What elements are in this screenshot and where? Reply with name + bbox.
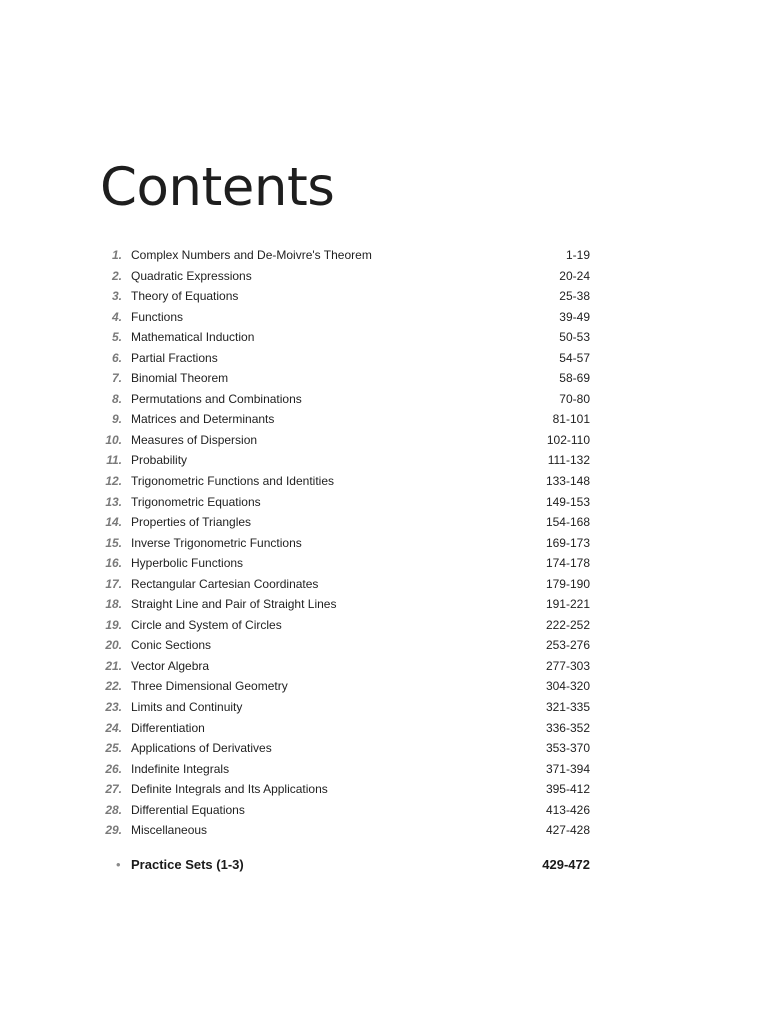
entry-number: 7. xyxy=(111,371,122,386)
entry-pages: 133-148 xyxy=(545,474,590,489)
contents-entry[interactable] xyxy=(100,471,592,492)
contents-entry[interactable] xyxy=(100,574,592,595)
entry-number: 11. xyxy=(106,453,122,468)
entry-title: Functions xyxy=(131,309,184,324)
entry-number: 29. xyxy=(105,823,122,838)
entry-pages: 222-252 xyxy=(545,617,590,632)
contents-list xyxy=(100,245,592,841)
entry-pages: 371-394 xyxy=(545,761,590,776)
entry-title: Theory of Equations xyxy=(131,289,239,304)
entry-pages: 81-101 xyxy=(552,412,590,427)
entry-pages: 353-370 xyxy=(545,741,590,756)
entry-number: 3. xyxy=(111,289,122,304)
entry-title: Quadratic Expressions xyxy=(131,268,252,283)
entry-pages: 70-80 xyxy=(559,391,590,406)
entry-number: 2. xyxy=(111,268,122,283)
entry-number: 18. xyxy=(105,597,122,612)
entry-title: Mathematical Induction xyxy=(131,330,255,345)
entry-title: Permutations and Combinations xyxy=(131,391,302,406)
entry-pages: 102-110 xyxy=(546,432,590,447)
contents-entry[interactable] xyxy=(100,430,592,451)
entry-pages: 179-190 xyxy=(545,576,590,591)
entry-number: 5. xyxy=(111,330,122,345)
contents-entry[interactable] xyxy=(100,327,592,348)
contents-entry[interactable] xyxy=(100,409,592,430)
entry-number: 24. xyxy=(105,720,122,735)
entry-number: 27. xyxy=(105,782,122,797)
entry-title: Probability xyxy=(131,453,188,468)
entry-pages: 321-335 xyxy=(545,700,590,715)
entry-pages: 253-276 xyxy=(545,638,590,653)
contents-entry[interactable] xyxy=(100,266,592,287)
entry-title: Inverse Trigonometric Functions xyxy=(131,535,302,550)
entry-number: 8. xyxy=(111,391,122,406)
contents-entry[interactable] xyxy=(100,533,592,554)
practice-sets-entry[interactable] xyxy=(100,853,592,877)
contents-entry[interactable] xyxy=(100,348,592,369)
entry-title: Trigonometric Functions and Identities xyxy=(131,474,334,489)
entry-number: 15. xyxy=(105,535,122,550)
entry-pages: 1-19 xyxy=(565,248,590,262)
entry-pages: 111-132 xyxy=(547,453,590,468)
contents-entry[interactable] xyxy=(100,635,592,656)
entry-pages: 154-168 xyxy=(545,515,590,530)
page-title: Contents xyxy=(100,157,335,218)
contents-entry[interactable] xyxy=(100,779,592,800)
entry-title: Binomial Theorem xyxy=(131,371,229,386)
entry-title: Properties of Triangles xyxy=(131,515,252,530)
entry-number: 9. xyxy=(111,412,122,427)
contents-entry[interactable] xyxy=(100,450,592,471)
entry-title: Partial Fractions xyxy=(131,350,218,365)
contents-entry[interactable] xyxy=(100,594,592,615)
entry-number: 14. xyxy=(105,515,122,530)
entry-pages: 395-412 xyxy=(545,782,590,797)
entry-title: Indefinite Integrals xyxy=(131,761,230,776)
entry-number: 22. xyxy=(105,679,122,694)
contents-entry[interactable] xyxy=(100,800,592,821)
contents-entry[interactable] xyxy=(100,820,592,841)
entry-number: 10. xyxy=(105,432,122,447)
entry-number: 26. xyxy=(105,761,122,776)
entry-pages: 149-153 xyxy=(545,494,590,509)
entry-number: 6. xyxy=(111,350,122,365)
entry-title: Miscellaneous xyxy=(131,823,208,838)
entry-pages: 191-221 xyxy=(545,597,590,612)
contents-entry[interactable] xyxy=(100,307,592,328)
contents-entry[interactable] xyxy=(100,738,592,759)
entry-title: Limits and Continuity xyxy=(131,700,243,715)
entry-title: Circle and System of Circles xyxy=(131,617,282,632)
contents-entry[interactable] xyxy=(100,286,592,307)
contents-entry[interactable] xyxy=(100,492,592,513)
entry-title: Hyperbolic Functions xyxy=(131,556,244,571)
entry-pages: 304-320 xyxy=(545,679,590,694)
entry-pages: 25-38 xyxy=(559,289,590,304)
entry-pages: 413-426 xyxy=(545,802,590,817)
bullet-icon: • xyxy=(116,857,121,872)
practice-sets-pages: 429-472 xyxy=(542,857,590,872)
entry-number: 21. xyxy=(105,658,122,673)
contents-entry[interactable] xyxy=(100,512,592,533)
entry-number: 13. xyxy=(105,494,122,509)
contents-entry[interactable] xyxy=(100,697,592,718)
entry-title: Trigonometric Equations xyxy=(131,494,261,509)
entry-pages: 277-303 xyxy=(545,658,590,673)
entry-number: 25. xyxy=(105,741,122,756)
entry-pages: 54-57 xyxy=(559,350,590,365)
entry-pages: 20-24 xyxy=(559,268,590,283)
entry-title: Rectangular Cartesian Coordinates xyxy=(131,576,319,591)
entry-number: 28. xyxy=(105,802,122,817)
contents-entry[interactable] xyxy=(100,245,592,266)
entry-title: Vector Algebra xyxy=(131,658,210,673)
entry-title: Conic Sections xyxy=(131,638,212,653)
entry-title: Complex Numbers and De-Moivre's Theorem xyxy=(131,248,372,262)
entry-number: 20. xyxy=(105,638,122,653)
entry-title: Applications of Derivatives xyxy=(131,741,272,756)
entry-pages: 427-428 xyxy=(545,823,590,838)
entry-title: Differential Equations xyxy=(131,802,245,817)
entry-title: Definite Integrals and Its Applications xyxy=(131,782,328,797)
contents-entry[interactable] xyxy=(100,389,592,410)
entry-pages: 58-69 xyxy=(559,371,590,386)
entry-number: 23. xyxy=(105,700,122,715)
entry-title: Straight Line and Pair of Straight Lines xyxy=(131,597,337,612)
entry-pages: 39-49 xyxy=(559,309,590,324)
contents-entry[interactable] xyxy=(100,368,592,389)
entry-title: Three Dimensional Geometry xyxy=(131,679,288,694)
entry-pages: 169-173 xyxy=(545,535,590,550)
entry-number: 12. xyxy=(105,474,122,489)
entry-title: Measures of Dispersion xyxy=(131,432,258,447)
contents-entry[interactable] xyxy=(100,676,592,697)
entry-number: 19. xyxy=(105,617,122,632)
entry-number: 4. xyxy=(111,309,122,324)
entry-number: 17. xyxy=(105,576,122,591)
practice-sets-title: Practice Sets (1-3) xyxy=(131,857,244,872)
contents-entry[interactable] xyxy=(100,553,592,574)
entry-pages: 174-178 xyxy=(545,556,590,571)
contents-entry[interactable] xyxy=(100,718,592,739)
entry-number: 1. xyxy=(111,248,122,262)
entry-pages: 336-352 xyxy=(545,720,590,735)
entry-pages: 50-53 xyxy=(559,330,590,345)
entry-number: 16. xyxy=(105,556,122,571)
contents-entry[interactable] xyxy=(100,759,592,780)
entry-title: Matrices and Determinants xyxy=(131,412,275,427)
contents-entry[interactable] xyxy=(100,615,592,636)
entry-title: Differentiation xyxy=(131,720,205,735)
contents-entry[interactable] xyxy=(100,656,592,677)
